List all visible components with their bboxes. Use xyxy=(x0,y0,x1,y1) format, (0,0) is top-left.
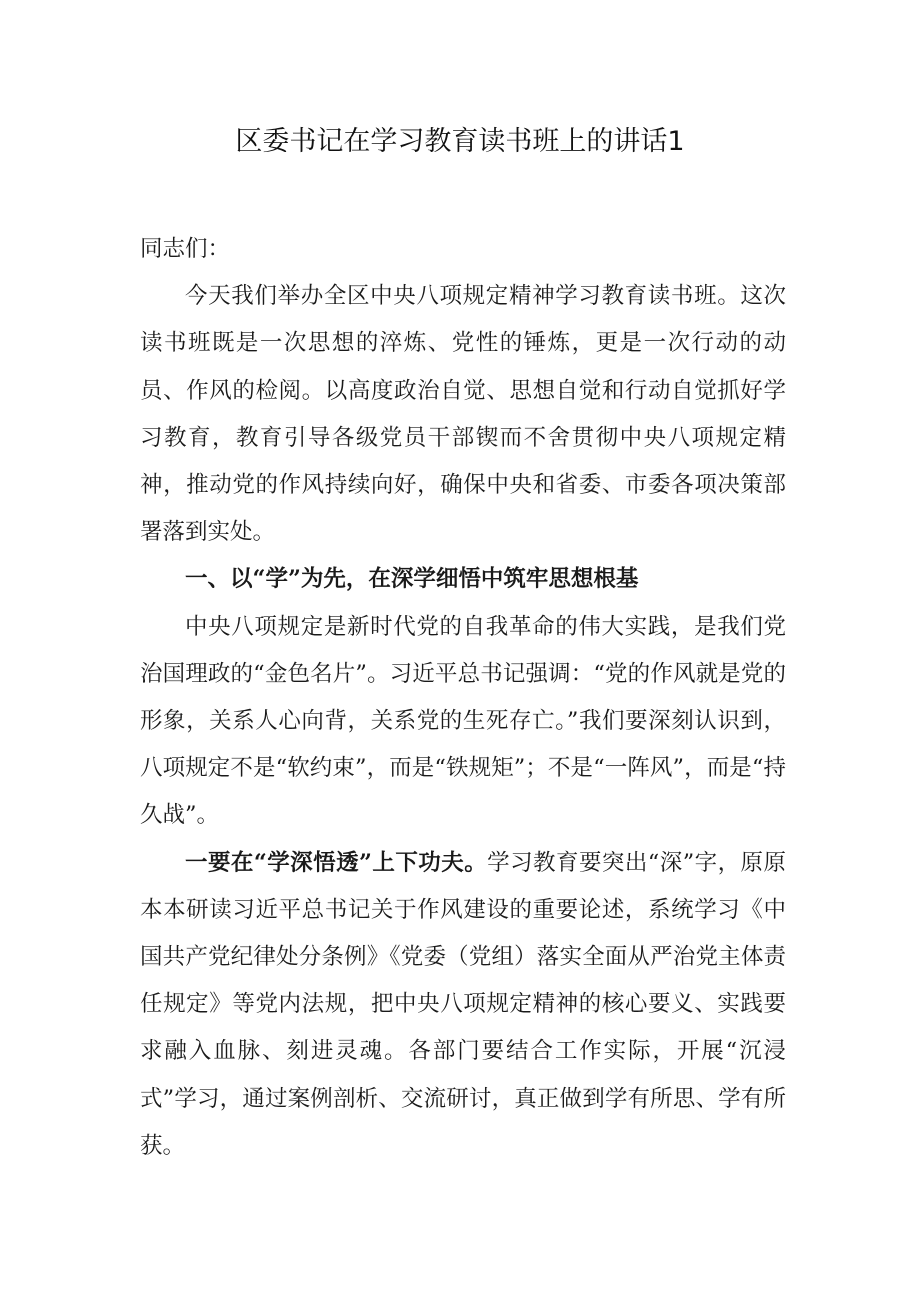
point-paragraph xyxy=(140,840,786,1170)
page-title: 区委书记在学习教育读书班上的讲话1 xyxy=(235,126,685,157)
point-lead: 一要在“学深悟透”上下功夫。 xyxy=(185,849,488,876)
section-paragraph: 中央八项规定是新时代党的自我革命的伟大实践，是我们党治国理政的“金色名片”。习近平总书记强调：“党的作风就是党的形象，关系人心向背，关系党的生死存亡。”我们要深刻认识到，八项规定不是“软约束”，而是“铁规矩”；不是“一阵风”，而是“持久战”。 xyxy=(140,613,786,829)
point-text: 学习教育要突出“深”字，原原本本研读习近平总书记关于作风建设的重要论述，系统学习《中国共产党纪律处分条例》《党委（党组）落实全面从严治党主体责任规定》等党内法规，把中央八项规定精神的核心要义、实践要求融入血脉、刻进灵魂。各部门要结合工作实际，开展“沉浸式”学习，通过案例剖析、交流研讨，真正做到学有所思、学有所获。 xyxy=(140,849,786,1159)
document-body xyxy=(140,226,786,1170)
intro-paragraph: 今天我们举办全区中央八项规定精神学习教育读书班。这次读书班既是一次思想的淬炼、党性的锤炼，更是一次行动的动员、作风的检阅。以高度政治自觉、思想自觉和行动自觉抓好学习教育，教育引导各级党员干部锲而不舍贯彻中央八项规定精神，推动党的作风持续向好，确保中央和省委、市委各项决策部署落到实处。 xyxy=(140,283,786,546)
section-heading: 一、以“学”为先，在深学细悟中筑牢思想根基 xyxy=(185,566,639,593)
salutation: 同志们： xyxy=(140,236,231,262)
